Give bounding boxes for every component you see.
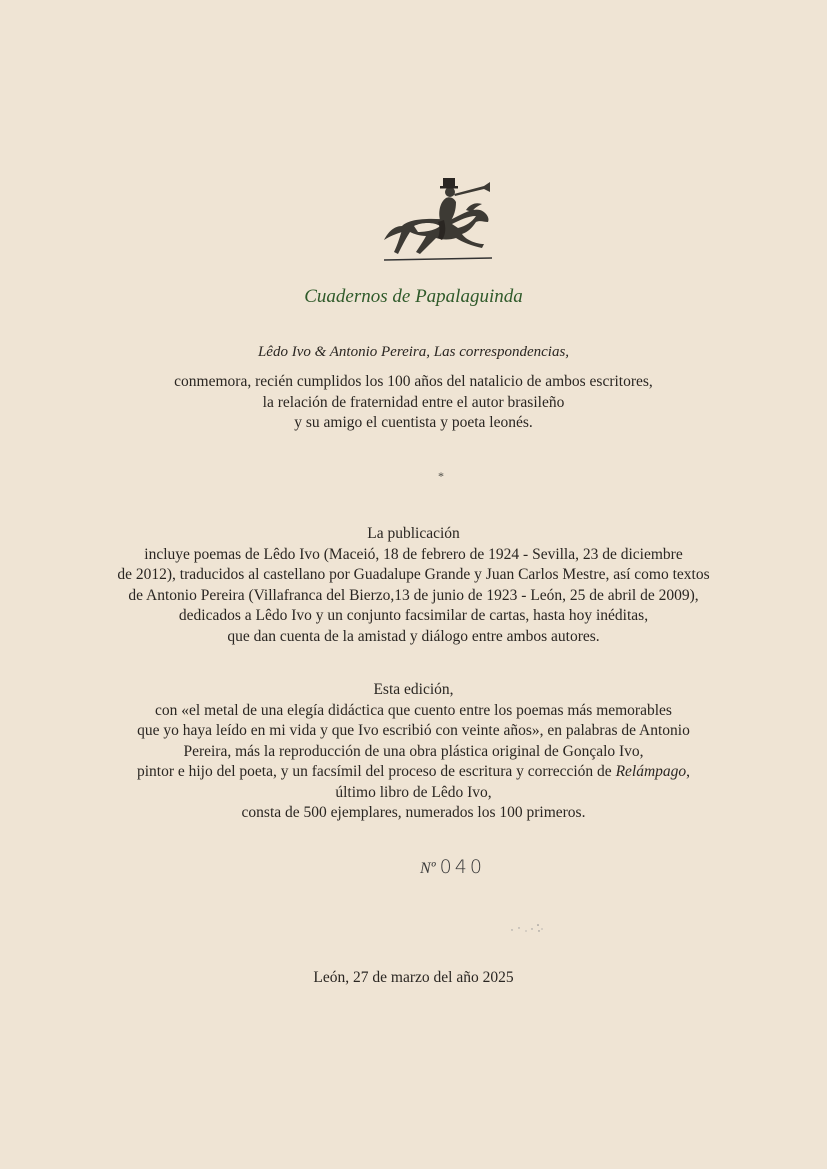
publication-line: de 2012), traducidos al castellano por Guadalupe Grande y Juan Carlos Mestre, así como textos [117, 566, 710, 583]
publication-line: de Antonio Pereira (Villafranca del Bierzo,13 de junio de 1923 - León, 25 de abril de 2009), [128, 586, 699, 604]
handwritten-number: 040 [439, 856, 485, 878]
publication-line: dedicados a Lêdo Ivo y un conjunto facsimilar de cartas, hasta hoy inéditas, [178, 607, 649, 624]
edition-line: último libro de Lêdo Ivo, [335, 783, 492, 801]
publication-line: incluye poemas de Lêdo Ivo (Maceió, 18 de febrero de 1924 - Sevilla, 23 de diciembre [144, 545, 683, 563]
edition-line: consta de 500 ejemplares, numerados los 100 primeros. [241, 804, 586, 821]
intro-line: la relación de fraternidad entre el autor brasileño [262, 393, 565, 411]
colophon-date: León, 27 de marzo del año 2025 [313, 969, 514, 986]
asterisk-separator-icon: * [438, 469, 444, 483]
intro-line: y su amigo el cuentista y poeta leonés. [294, 414, 533, 431]
edition-line: con «el metal de una elegía didáctica que cuento entre los poemas más memorables [155, 701, 672, 719]
copy-number [420, 856, 485, 878]
publication-line: que dan cuenta de la amistad y diálogo entre ambos autores. [227, 627, 600, 645]
intro-line: conmemora, recién cumplidos los 100 años del natalicio de ambos escritores, [174, 373, 653, 390]
book-title-relampago: Relámpago [615, 763, 687, 780]
comma: , [686, 763, 691, 780]
edition-line-text: pintor e hijo del poeta, y un facsímil del proceso de escritura y corrección de [136, 763, 616, 780]
edition-line: Esta edición, [373, 681, 454, 698]
book-title-line: Lêdo Ivo & Antonio Pereira, Las correspondencias, [257, 344, 570, 360]
edition-line: que yo haya leído en mi vida y que Ivo escribió con veinte años», en palabras de Antonio [137, 722, 690, 739]
intro-paragraph [0, 372, 827, 434]
ink-specks [508, 922, 548, 936]
horse-rider-trumpet-icon [380, 174, 500, 266]
publication-paragraph [0, 524, 827, 647]
publisher-title: Cuadernos de Papalaguinda [304, 286, 523, 307]
edition-paragraph [0, 680, 827, 824]
publication-line: La publicación [367, 525, 460, 542]
number-label: Nº [420, 860, 436, 877]
edition-line [0, 762, 827, 783]
edition-line: Pereira, más la reproducción de una obra plástica original de Gonçalo Ivo, [183, 742, 644, 760]
